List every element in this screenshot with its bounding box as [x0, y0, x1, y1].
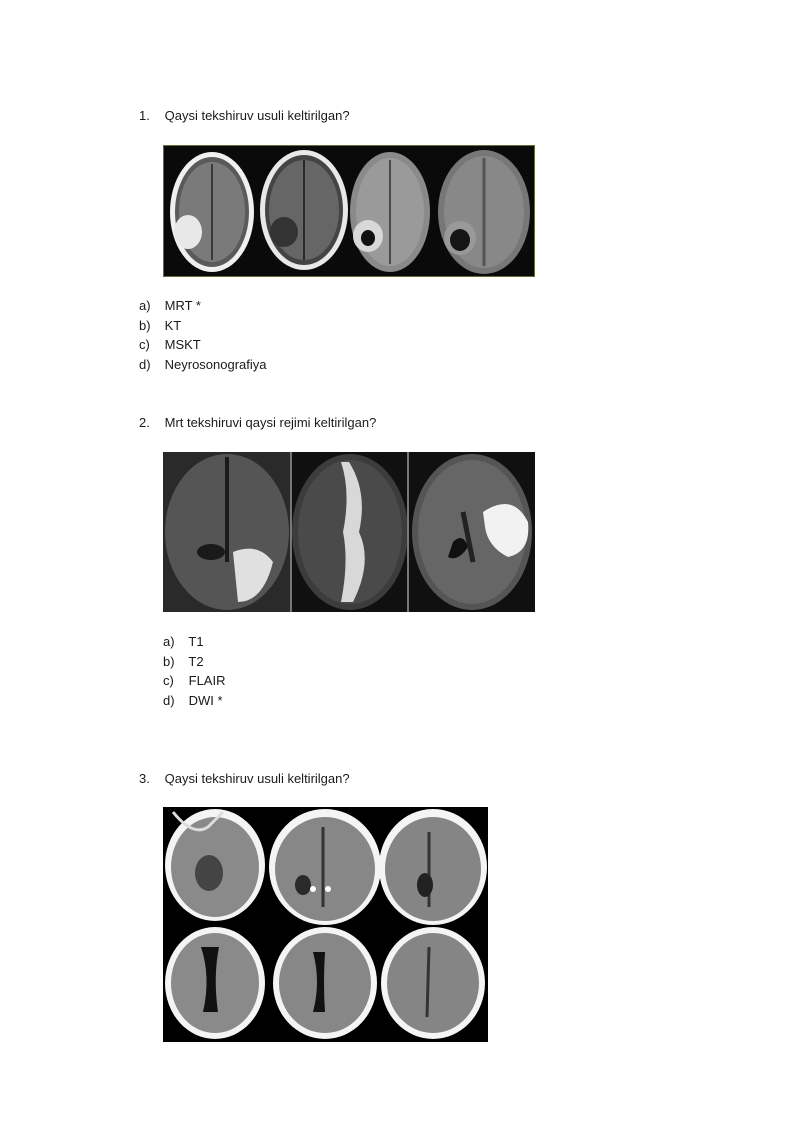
option-text: Neyrosonografiya	[164, 357, 267, 372]
question-2	[139, 414, 376, 432]
option-text: T1	[188, 634, 204, 649]
option-letter: d)	[139, 357, 151, 372]
option-2a	[163, 633, 204, 651]
option-letter: a)	[163, 634, 175, 649]
option-letter: c)	[139, 337, 150, 352]
option-text: DWI *	[188, 693, 223, 708]
question-text: Qaysi tekshiruv usuli keltirilgan?	[164, 771, 350, 786]
question-1	[139, 107, 350, 125]
option-1c	[139, 336, 201, 354]
question-number: 3.	[139, 771, 150, 786]
question-number: 2.	[139, 415, 150, 430]
option-text: MSKT	[164, 337, 201, 352]
option-2b	[163, 653, 204, 671]
mri-image-panel	[163, 145, 535, 277]
option-1d	[139, 356, 267, 374]
option-letter: c)	[163, 673, 174, 688]
ct-image-panel	[163, 807, 488, 1042]
option-2c	[163, 672, 225, 690]
question-3	[139, 770, 350, 788]
option-1b	[139, 317, 181, 335]
option-2d	[163, 692, 223, 710]
option-text: KT	[164, 318, 182, 333]
option-letter: a)	[139, 298, 151, 313]
option-letter: b)	[163, 654, 175, 669]
question-number: 1.	[139, 108, 150, 123]
option-text: MRT *	[164, 298, 201, 313]
question-text: Qaysi tekshiruv usuli keltirilgan?	[164, 108, 350, 123]
option-letter: d)	[163, 693, 175, 708]
option-text: FLAIR	[188, 673, 226, 688]
question-text: Mrt tekshiruvi qaysi rejimi keltirilgan?	[164, 415, 377, 430]
option-letter: b)	[139, 318, 151, 333]
dwi-image-panel	[163, 452, 535, 612]
option-1a	[139, 297, 201, 315]
option-text: T2	[188, 654, 204, 669]
